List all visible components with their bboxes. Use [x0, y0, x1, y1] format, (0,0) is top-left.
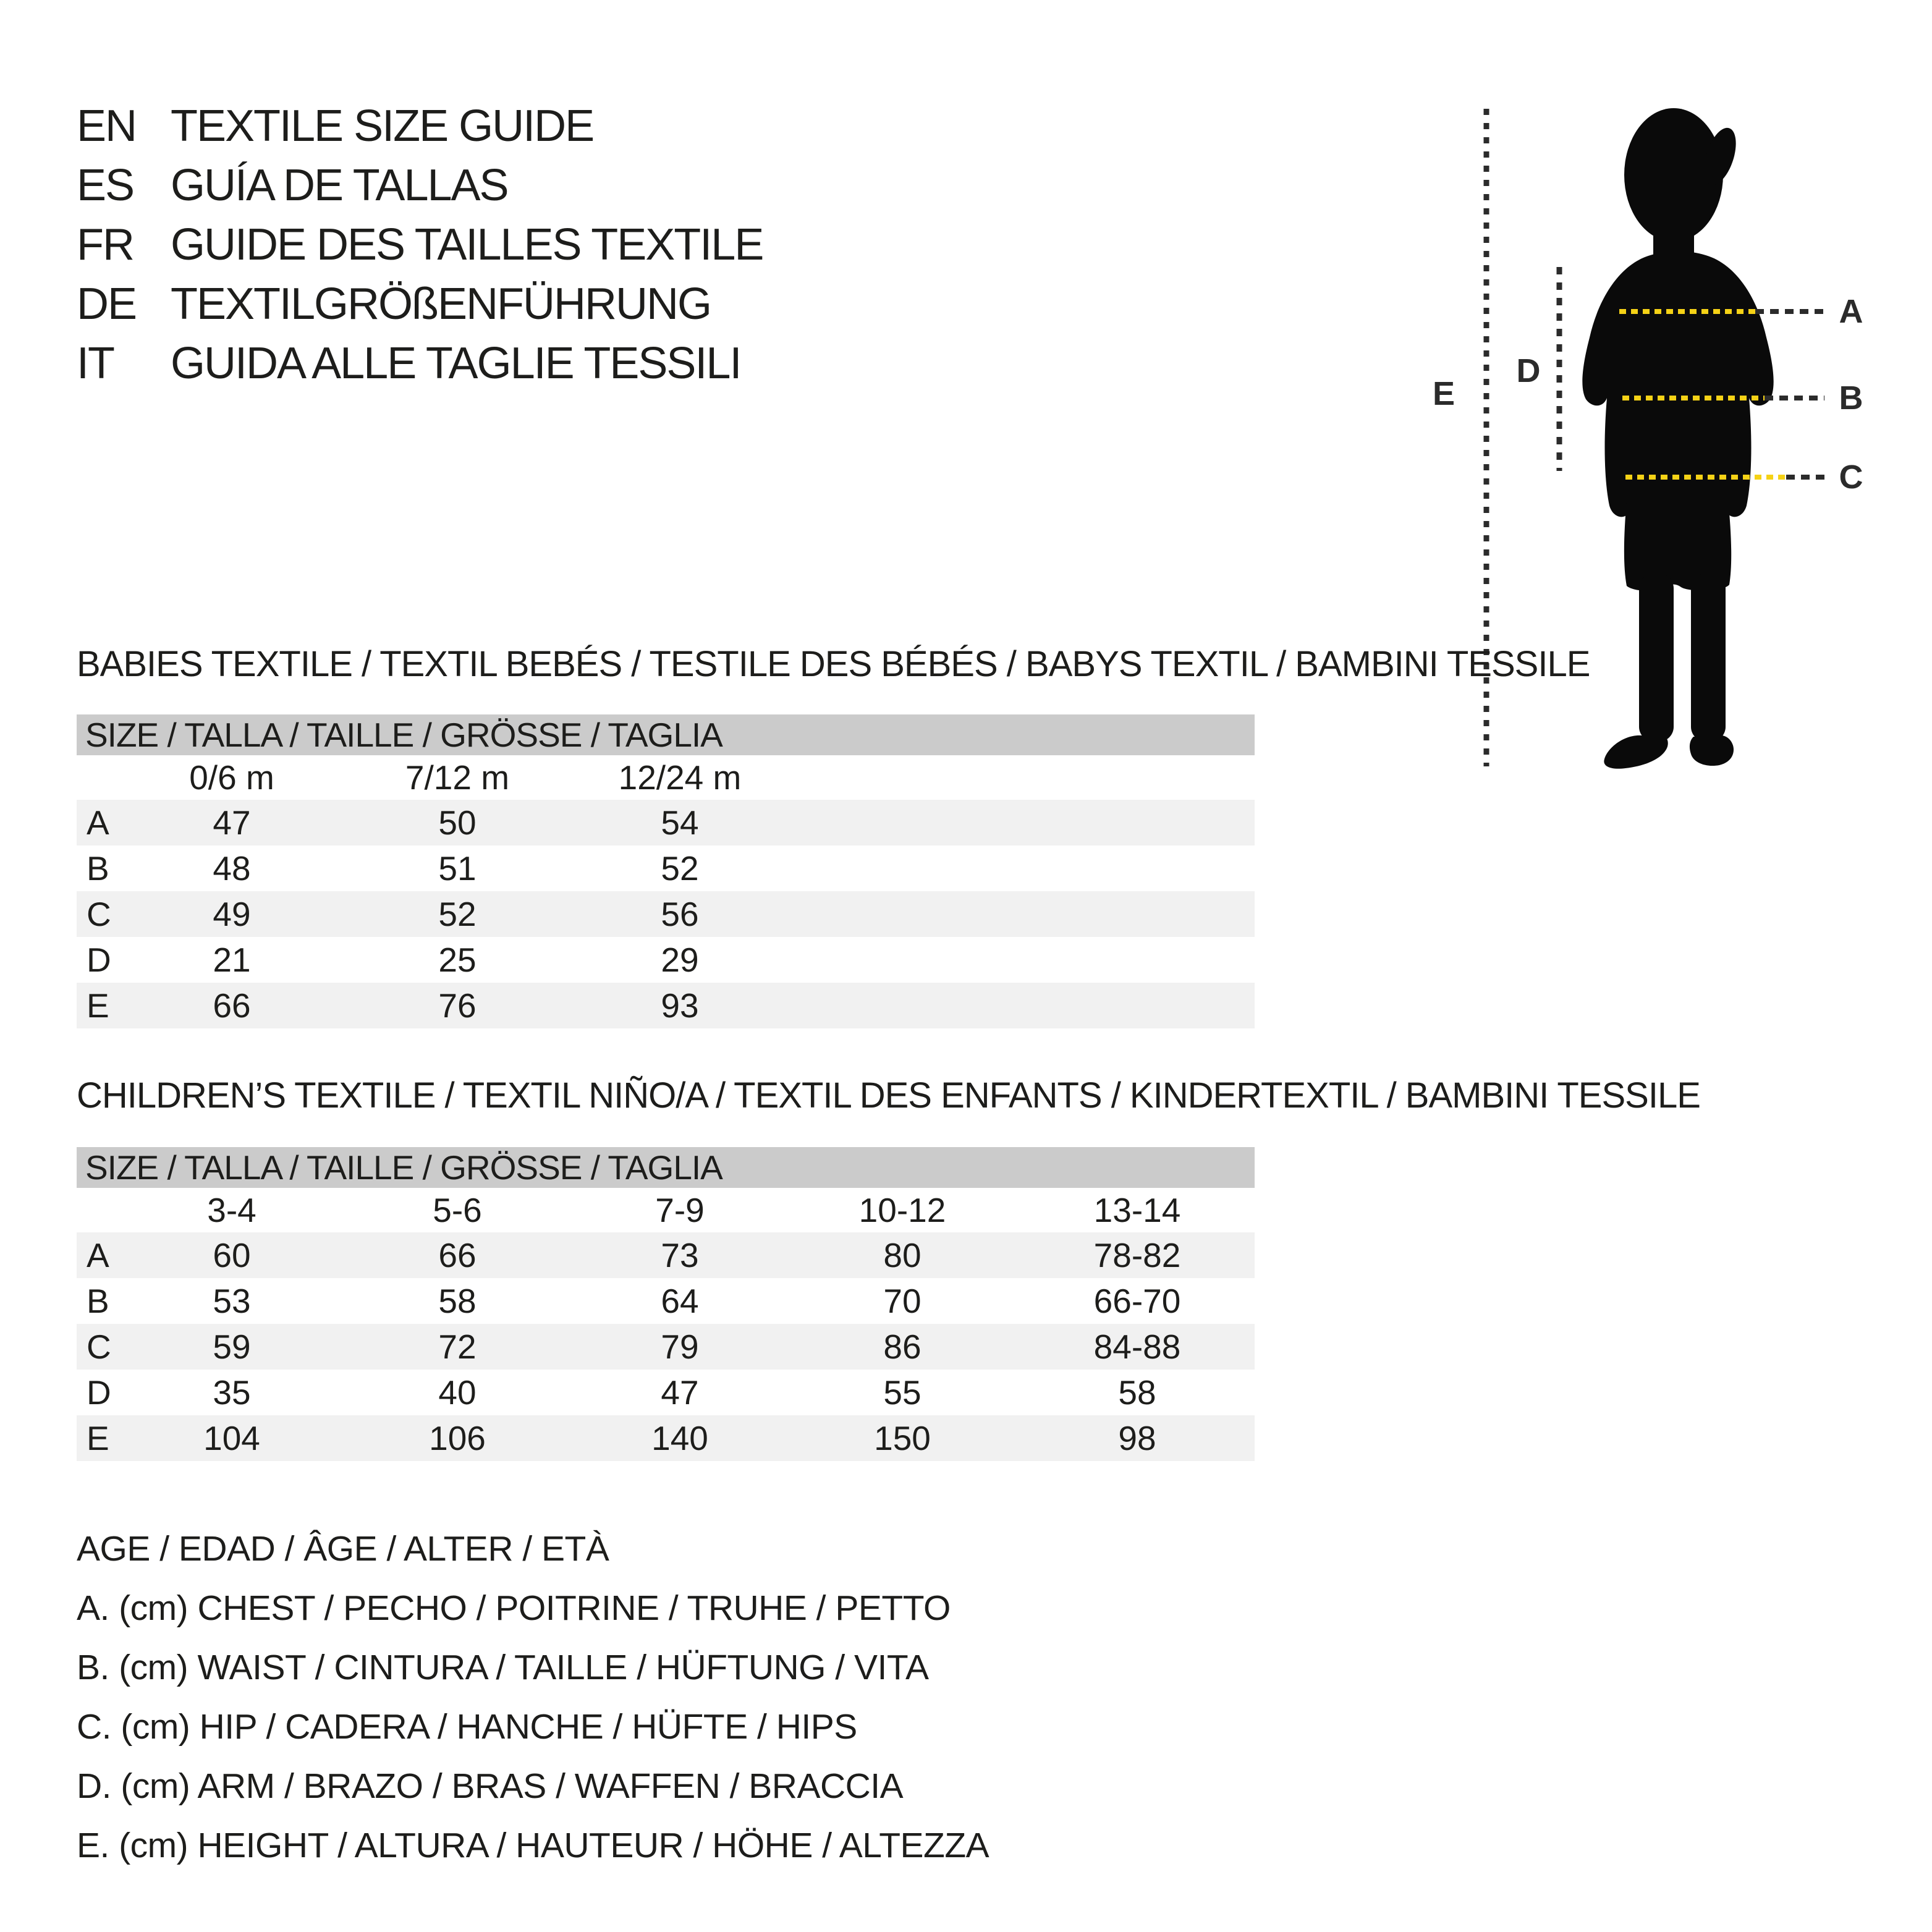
- measure-label-d: D: [1516, 352, 1541, 389]
- table-cell: 53: [213, 1282, 251, 1320]
- row-label: E: [87, 986, 109, 1025]
- table-cell: 98: [1118, 1419, 1156, 1457]
- guide-title: TEXTILE SIZE GUIDE: [171, 101, 594, 151]
- table-row: [77, 937, 1255, 983]
- table-cell: 106: [429, 1419, 486, 1457]
- table-cell: 76: [438, 986, 477, 1025]
- table-cell: 52: [438, 895, 477, 933]
- table-row: [77, 800, 1255, 845]
- children-size-table: [77, 1147, 1255, 1461]
- table-cell: 66: [213, 986, 251, 1025]
- title-row-de: [77, 274, 1004, 334]
- table-cell: 56: [661, 895, 699, 933]
- table-cell: 140: [651, 1419, 708, 1457]
- guide-title: GUIDA ALLE TAGLIE TESSILI: [171, 339, 741, 388]
- column-header: 0/6 m: [189, 758, 274, 797]
- column-header: 7/12 m: [405, 758, 510, 797]
- language-code: DE: [77, 279, 137, 329]
- legend-age-line: AGE / EDAD / ÂGE / ALTER / ETÀ: [77, 1529, 609, 1569]
- table-cell: 66-70: [1093, 1282, 1181, 1320]
- table-cell: 29: [661, 941, 699, 979]
- table-cell: 80: [883, 1236, 922, 1274]
- row-label: D: [87, 1373, 111, 1412]
- measurement-legend: [77, 1519, 1189, 1875]
- table-row: [77, 1415, 1255, 1461]
- row-label: D: [87, 941, 111, 979]
- table-row: [77, 1324, 1255, 1370]
- table-cell: 72: [438, 1328, 477, 1366]
- measure-label-b: B: [1839, 379, 1863, 417]
- table-row: [77, 983, 1255, 1028]
- child-silhouette: [1582, 108, 1773, 769]
- row-label: A: [87, 803, 109, 842]
- title-row-en: [77, 96, 1004, 156]
- babies-size-table: [77, 714, 1255, 1028]
- children-column-header-row: [77, 1188, 1255, 1232]
- title-row-it: [77, 334, 1004, 393]
- table-cell: 47: [213, 803, 251, 842]
- table-cell: 58: [438, 1282, 477, 1320]
- table-cell: 84-88: [1093, 1328, 1181, 1366]
- table-cell: 52: [661, 849, 699, 888]
- table-cell: 60: [213, 1236, 251, 1274]
- table-cell: 64: [661, 1282, 699, 1320]
- legend-height-line: E. (cm) HEIGHT / ALTURA / HAUTEUR / HÖHE / ALTEZZA: [77, 1826, 989, 1865]
- language-code: FR: [77, 220, 133, 269]
- row-label: B: [87, 1282, 109, 1320]
- table-cell: 70: [883, 1282, 922, 1320]
- table-cell: 59: [213, 1328, 251, 1366]
- column-header: 10-12: [858, 1191, 946, 1229]
- row-label: B: [87, 849, 109, 888]
- language-code: EN: [77, 101, 137, 151]
- table-cell: 78-82: [1093, 1236, 1181, 1274]
- table-cell: 50: [438, 803, 477, 842]
- table-cell: 86: [883, 1328, 922, 1366]
- table-row: [77, 1370, 1255, 1415]
- table-cell: 93: [661, 986, 699, 1025]
- children-section-heading: CHILDREN’S TEXTILE / TEXTIL NIÑO/A / TEXTIL DES ENFANTS / KINDERTEXTIL / BAMBINI TESSILE: [77, 1075, 1700, 1116]
- table-cell: 150: [874, 1419, 931, 1457]
- table-cell: 49: [213, 895, 251, 933]
- table-cell: 104: [203, 1419, 260, 1457]
- table-cell: 48: [213, 849, 251, 888]
- language-title-block: [77, 96, 1004, 393]
- row-label: E: [87, 1419, 109, 1457]
- legend-hip-line: C. (cm) HIP / CADERA / HANCHE / HÜFTE / HIPS: [77, 1707, 857, 1747]
- table-row: [77, 891, 1255, 937]
- table-cell: 35: [213, 1373, 251, 1412]
- table-row: [77, 1278, 1255, 1324]
- column-header: 5-6: [433, 1191, 482, 1229]
- legend-chest-line: A. (cm) CHEST / PECHO / POITRINE / TRUHE / PETTO: [77, 1588, 951, 1628]
- table-row: [77, 1232, 1255, 1278]
- measure-label-a: A: [1839, 293, 1863, 330]
- table-cell: 66: [438, 1236, 477, 1274]
- table-cell: 47: [661, 1373, 699, 1412]
- table-row: [77, 845, 1255, 891]
- legend-waist-line: B. (cm) WAIST / CINTURA / TAILLE / HÜFTUNG / VITA: [77, 1648, 929, 1687]
- table-cell: 54: [661, 803, 699, 842]
- row-label: A: [87, 1236, 109, 1274]
- title-row-es: [77, 156, 1004, 215]
- title-row-fr: [77, 215, 1004, 274]
- guide-title: GUIDE DES TAILLES TEXTILE: [171, 220, 763, 269]
- column-header: 13-14: [1093, 1191, 1181, 1229]
- column-header: 12/24 m: [618, 758, 742, 797]
- babies-column-header-row: [77, 755, 1255, 800]
- size-header-bar: SIZE / TALLA / TAILLE / GRÖSSE / TAGLIA: [77, 1147, 1255, 1188]
- size-header-bar: SIZE / TALLA / TAILLE / GRÖSSE / TAGLIA: [77, 714, 1255, 755]
- table-cell: 58: [1118, 1373, 1156, 1412]
- measure-label-e: E: [1432, 375, 1455, 412]
- row-label: C: [87, 1328, 111, 1366]
- measure-label-c: C: [1839, 459, 1863, 496]
- language-code: IT: [77, 339, 114, 388]
- legend-arm-line: D. (cm) ARM / BRAZO / BRAS / WAFFEN / BRACCIA: [77, 1766, 904, 1806]
- table-cell: 79: [661, 1328, 699, 1366]
- table-cell: 51: [438, 849, 477, 888]
- table-cell: 55: [883, 1373, 922, 1412]
- column-header: 3-4: [207, 1191, 256, 1229]
- language-code: ES: [77, 161, 134, 210]
- table-cell: 21: [213, 941, 251, 979]
- row-label: C: [87, 895, 111, 933]
- column-header: 7-9: [655, 1191, 705, 1229]
- babies-section-heading: BABIES TEXTILE / TEXTIL BEBÉS / TESTILE DES BÉBÉS / BABYS TEXTIL / BAMBINI TESSILE: [77, 643, 1590, 684]
- table-cell: 25: [438, 941, 477, 979]
- table-cell: 73: [661, 1236, 699, 1274]
- guide-title: GUÍA DE TALLAS: [171, 161, 508, 210]
- table-cell: 40: [438, 1373, 477, 1412]
- guide-title: TEXTILGRÖßENFÜHRUNG: [171, 279, 711, 329]
